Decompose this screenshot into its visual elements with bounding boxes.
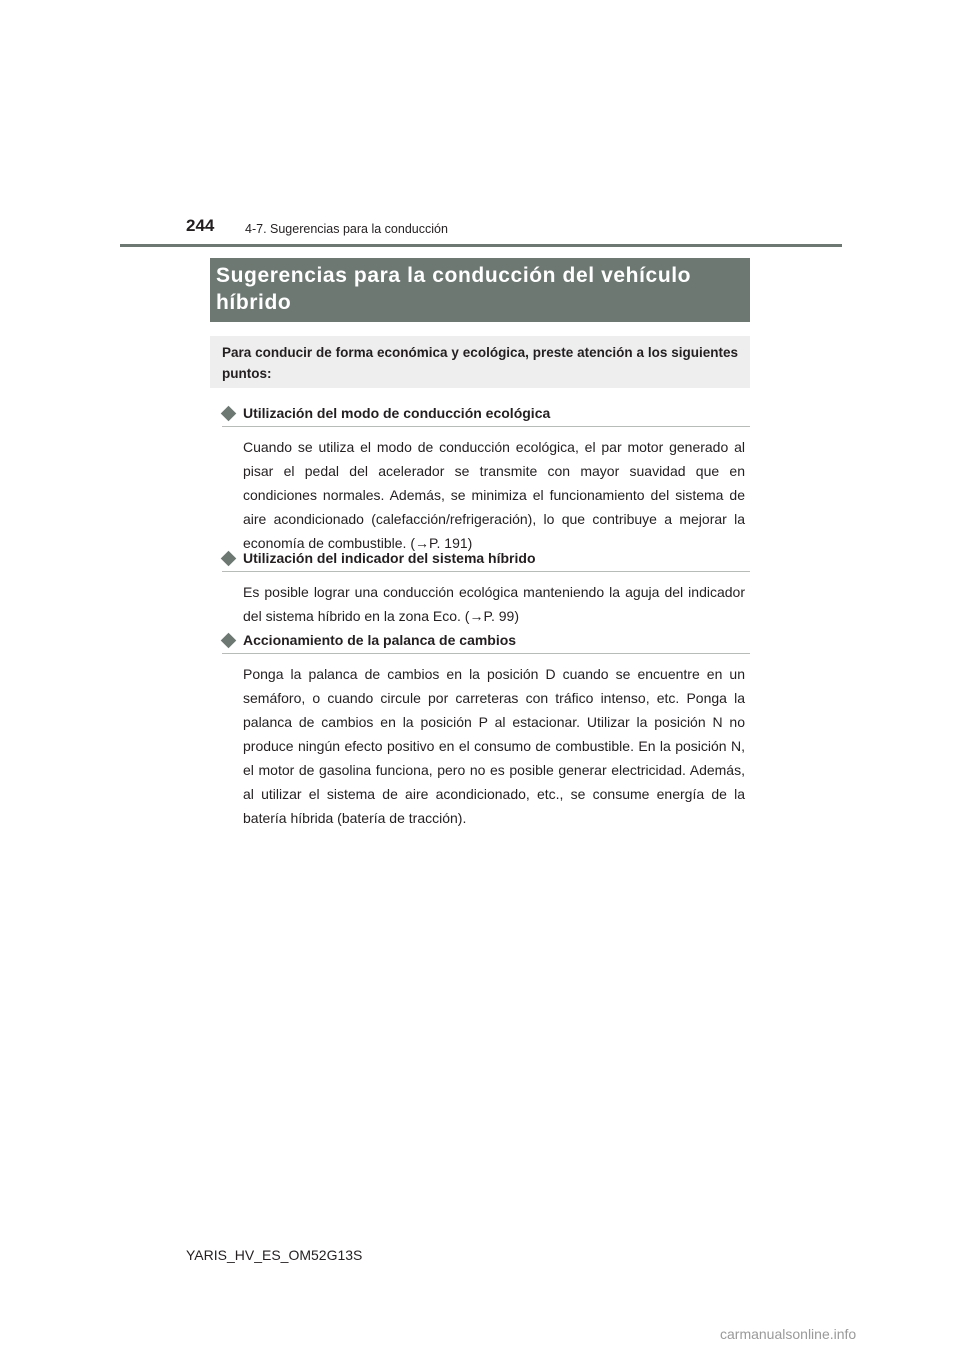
section-body (243, 662, 745, 830)
section-heading (222, 631, 750, 654)
section-heading (222, 549, 750, 572)
intro-text: Para conducir de forma económica y ecológica, preste atención a los siguientes puntos: (222, 345, 738, 381)
section-body (243, 580, 745, 628)
document-id: YARIS_HV_ES_OM52G13S (186, 1247, 363, 1263)
section-heading-text: Utilización del modo de conducción ecológica (243, 405, 551, 421)
page-reference: (→P. 191) (410, 535, 473, 551)
page-number: 244 (186, 216, 215, 235)
intro-box (210, 336, 750, 388)
header-rule (120, 244, 842, 247)
page-reference: (→P. 99) (464, 608, 520, 624)
section-shift-lever (222, 631, 750, 830)
section-body-text: Es posible lograr una conducción ecológica manteniendo la aguja del indicador del sistema híbrido en la zona Eco. (243, 584, 745, 624)
title-box (210, 258, 750, 322)
page-title-line-2: híbrido (216, 291, 292, 314)
section-heading (222, 404, 750, 427)
section-heading-text: Accionamiento de la palanca de cambios (243, 632, 517, 648)
section-eco-mode (222, 404, 750, 555)
diamond-bullet-icon (221, 551, 237, 567)
section-hybrid-indicator (222, 549, 750, 628)
page-title-line-1: Sugerencias para la conducción del vehículo (216, 264, 692, 287)
section-body (243, 435, 745, 555)
section-body-text: Ponga la palanca de cambios en la posición D cuando se encuentre en un semáforo, o cuando circule por carreteras con tráfico intenso, etc. Ponga la palanca de cambios en la posición P al estacionar. Utilizar la posición N no produce ningún efecto positivo en el consumo de combustible. En la posición N, el motor de gasolina funciona, pero no es posible generar electricidad. Además, al utilizar el sistema de aire acondicionado, etc., se consume energía de la batería híbrida (batería de tracción). (243, 666, 745, 826)
diamond-bullet-icon (221, 406, 237, 422)
section-body-text: Cuando se utiliza el modo de conducción ecológica, el par motor generado al pisar el pedal del acelerador se transmite con mayor suavidad que en condiciones normales. Además, se minimiza el funcionamiento del sistema de aire acondicionado (calefacción/refrigeración), lo que contribuye a mejorar la economía de combustible. (243, 439, 745, 551)
diamond-bullet-icon (221, 633, 237, 649)
section-reference: 4-7. Sugerencias para la conducción (245, 222, 448, 236)
watermark: carmanualsonline.info (720, 1326, 857, 1342)
section-heading-text: Utilización del indicador del sistema híbrido (243, 550, 536, 566)
